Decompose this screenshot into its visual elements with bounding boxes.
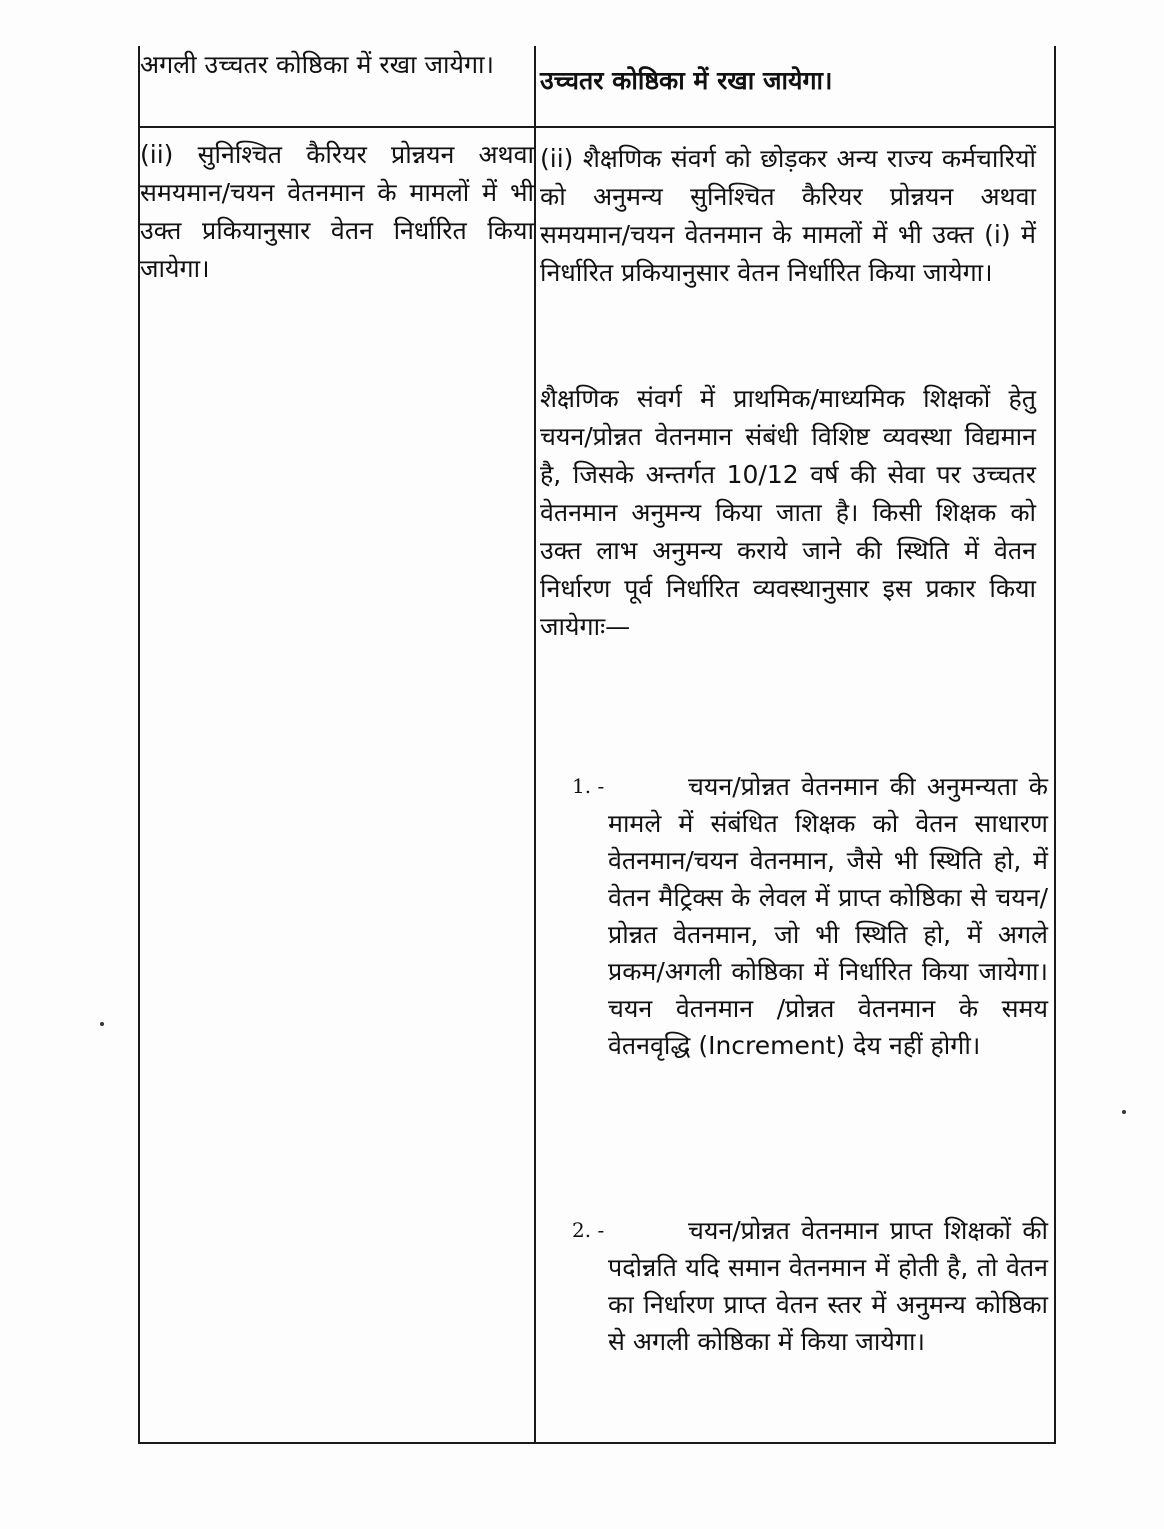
list-item-1: [572, 768, 1048, 1064]
table-right-border: [1054, 46, 1056, 1444]
list-item-2-number: 2. -: [572, 1218, 605, 1242]
list-item-1-number: 1. -: [572, 774, 605, 798]
row2-right-paragraph-2: शैक्षणिक संवर्ग में प्राथमिक/माध्यमिक शिक्षकों हेतु चयन/प्रोन्नत वेतनमान संबंधी विशिष्ट व्यवस्था विद्यमान है, जिसके अन्तर्गत 10/12 वर्ष की सेवा पर उच्चतर वेतनमान अनुमन्य किया जाता है। किसी शिक्षक को उक्त लाभ अनुमन्य कराये जाने की स्थिति में वेतन निर्धारण पूर्व निर्धारित व्यवस्थानुसार इस प्रकार किया जायेगाः—: [540, 384, 1036, 641]
list-item-2-text: चयन/प्रोन्नत वेतनमान प्राप्त शिक्षकों की पदोन्नति यदि समान वेतनमान में होती है, तो वेतन का निर्धारण प्राप्त वेतन स्तर में अनुमन्य कोष्ठिका से अगली कोष्ठिका में किया जायेगा।: [608, 1216, 1048, 1356]
scan-speck: [1122, 1110, 1126, 1114]
table-column-divider: [534, 46, 536, 1444]
table-row-separator: [138, 126, 1056, 128]
list-item-1-text: चयन/प्रोन्नत वेतनमान की अनुमन्यता के मामले में संबंधित शिक्षक को वेतन साधारण वेतनमान/चयन वेतनमान, जैसे भी स्थिति हो, में वेतन मैट्रिक्स के लेवल में प्राप्त कोष्ठिका से चयन/प्रोन्नत वेतनमान, जो भी स्थिति हो, में अगले प्रकम/अगली कोष्ठिका में निर्धारित किया जायेगा। चयन वेतनमान /प्रोन्नत वेतनमान के समय वेतनवृद्धि (Increment) देय नहीं होगी।: [608, 772, 1048, 1060]
table-bottom-border: [138, 1442, 1056, 1444]
scan-speck: [100, 1022, 104, 1026]
row2-right-paragraph-1: (ii) शैक्षणिक संवर्ग को छोड़कर अन्य राज्य कर्मचारियों को अनुमन्य सुनिश्चित कैरियर प्रोन्नयन अथवा समयमान/चयन वेतनमान के मामलों में भी उक्त (i) में निर्धारित प्रकियानुसार वेतन निर्धारित किया जायेगा।: [540, 144, 1036, 287]
row1-right-cell: उच्चतर कोष्ठिका में रखा जायेगा।: [540, 66, 833, 95]
row2-left-cell: (ii) सुनिश्चित कैरियर प्रोन्नयन अथवा समयमान/चयन वेतनमान के मामलों में भी उक्त प्रकियानुसार वेतन निर्धारित किया जायेगा।: [140, 140, 534, 283]
row1-left-cell: अगली उच्चतर कोष्ठिका में रखा जायेगा।: [140, 50, 495, 79]
list-item-2: [572, 1212, 1048, 1360]
